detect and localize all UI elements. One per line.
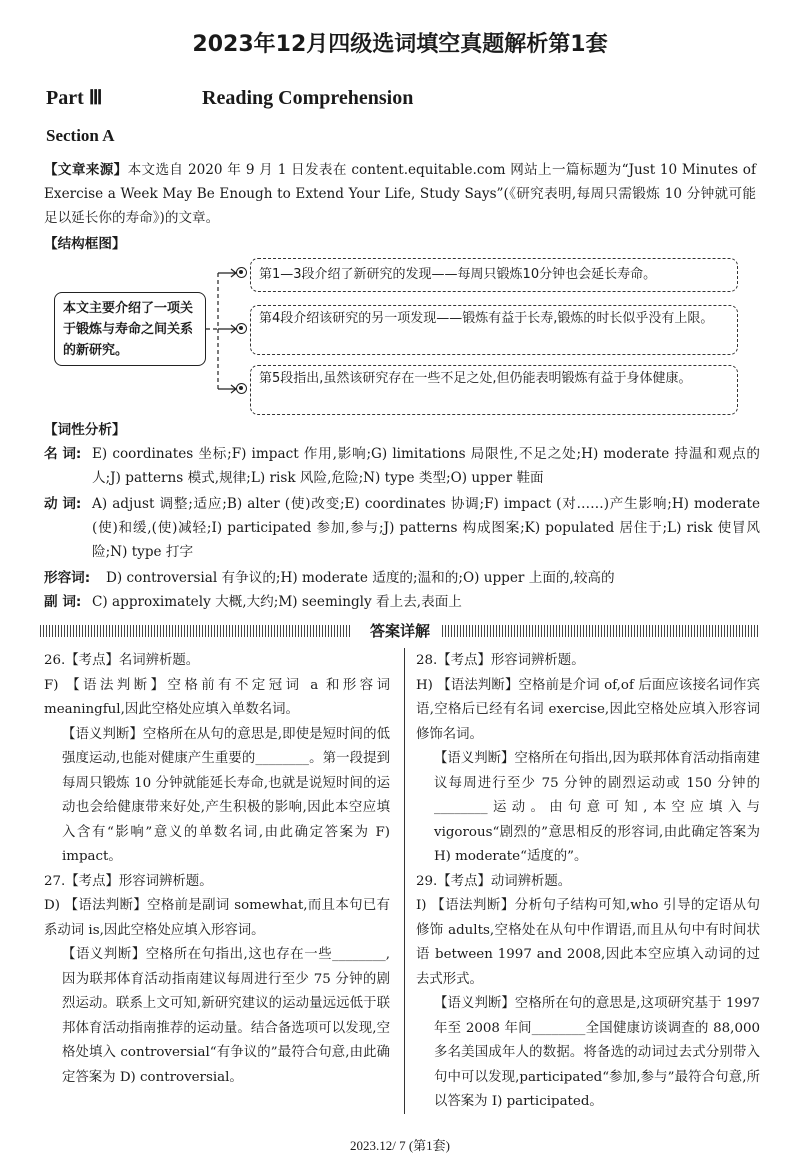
divider-pattern [442, 625, 760, 637]
q28-head: 28.【考点】形容词辨析题。 [416, 653, 585, 668]
q27-head: 27.【考点】形容词辨析题。 [44, 873, 213, 889]
answers-heading: 答案详解 [369, 622, 430, 640]
q28-grammar: H) 【语法判断】空格前是介词 of,of 后面应该接名词作宾语,空格后已经有名词 exercise,因此空格处应填入形容词修饰名词。 [416, 677, 760, 742]
structure-main-box: 本文主要介绍了一项关于锻炼与寿命之间关系的新研究。 [54, 292, 206, 366]
pos-label: 【词性分析】 [44, 422, 126, 438]
pos-adjectives [44, 566, 760, 590]
q29-head: 29.【考点】动词辨析题。 [416, 873, 572, 889]
structure-branch-3: 第5段指出,虽然该研究存在一些不足之处,但仍能表明锻炼有益于身体健康。 [250, 365, 738, 415]
q27-semantic: 【语义判断】空格所在句指出,这也存在一些________,因为联邦体育活动指南建议每周进行至少 75 分钟的剧烈运动。联系上文可知,新研究建议的运动量远远低于联邦体育活动指南推荐的运动量。结合备选项可以发现,空格处填入 controversial“有争议的”最符合句意,由此确定答案为 D) controversial。 [62, 947, 390, 1085]
source-label: 【文章来源】 [44, 162, 128, 178]
structure-branch-2: 第4段介绍该研究的另一项发现——锻炼有益于长寿,锻炼的时长似乎没有上限。 [250, 305, 738, 355]
pos-value: D) controversial 有争议的;H) moderate 适度的;温和的;O) upper 上面的,较高的 [106, 570, 615, 586]
document-title: 2023年12月四级选词填空真题解析第1套 [192, 32, 608, 57]
connector-dot [236, 383, 247, 394]
section-heading: Section A [46, 126, 115, 145]
structure-label: 【结构框图】 [44, 236, 126, 252]
q26-grammar: F) 【语法判断】空格前有不定冠词 a 和形容词 meaningful,因此空格处应填入单数名词。 [44, 677, 390, 717]
q29-grammar: I) 【语法判断】分析句子结构可知,who 引导的定语从句修饰 adults,空格处在从句中作谓语,而且从句中有时间状语 between 1997 and 2008,因此本空应填入动词的过去式形式。 [416, 898, 760, 987]
column-divider [404, 648, 405, 1114]
answers-left-column [44, 649, 390, 1090]
connector-dot [236, 267, 247, 278]
pos-value: E) coordinates 坐标;F) impact 作用,影响;G) limitations 局限性,不足之处;H) moderate 持温和观点的人;J) patterns 模式,规律;L) risk 风险,危险;N) type 类型;O) upper 鞋面 [92, 446, 760, 486]
connector-dot [236, 323, 247, 334]
q26-head: 26.【考点】名词辨析题。 [44, 653, 200, 668]
pos-key: 动 词: [44, 496, 82, 512]
pos-key: 副 词: [44, 594, 82, 610]
q26-semantic: 【语义判断】空格所在从句的意思是,即使是短时间的低强度运动,也能对健康产生重要的________。第一段提到每周只锻炼 10 分钟就能延长寿命,也就是说短时间的运动也会给健康带来好处,产生积极的影响,因此本空应填入含有“影响”意义的单数名词,由此确定答案为 F) impact。 [62, 726, 390, 864]
part-heading: Reading Comprehension [202, 87, 414, 109]
page-footer: 2023.12/ 7 (第1套) [349, 1138, 451, 1153]
divider-pattern [40, 625, 350, 637]
source-text: 本文选自 2020 年 9 月 1 日发表在 content.equitable.com 网站上一篇标题为“Just 10 Minutes of Exercise a Week May Be Enough to Extend Your Life, Study Says”(《研究表明,每周只需锻炼 10 分钟就可能足以延长你的寿命》)的文章。 [44, 162, 756, 226]
q29-semantic: 【语义判断】空格所在句的意思是,这项研究基于 1997 年至 2008 年间________全国健康访谈调查的 88,000 多名美国成年人的数据。将备选的动词过去式分别带入句中可以发现,participated“参加,参与”最符合句意,所以答案为 I) participated。 [434, 996, 760, 1109]
pos-verbs [44, 492, 760, 564]
q28-semantic: 【语义判断】空格所在句指出,因为联邦体育活动指南建议每周进行至少 75 分钟的剧烈运动或 150 分钟的________运动。由句意可知,本空应填入与 vigorous“剧烈的”意思相反的形容词,由此确定答案为 H) moderate“适度的”。 [434, 751, 760, 864]
q27-grammar: D) 【语法判断】空格前是副词 somewhat,而且本句已有系动词 is,因此空格处应填入形容词。 [44, 898, 390, 938]
pos-value: C) approximately 大概,大约;M) seemingly 看上去,表面上 [92, 594, 462, 610]
answers-right-column [416, 649, 760, 1115]
answers-divider [40, 620, 760, 642]
pos-value: A) adjust 调整;适应;B) alter (使)改变;E) coordinates 协调;F) impact (对……)产生影响;H) moderate (使)和缓,(使)减轻;I) participated 参加,参与;J) patterns 构成图案;K) populated 居住于;L) risk 使冒风险;N) type 打字 [92, 496, 760, 560]
pos-key: 形容词: [44, 570, 91, 586]
pos-adverbs [44, 590, 760, 614]
structure-branch-1: 第1—3段介绍了新研究的发现——每周只锻炼10分钟也会延长寿命。 [250, 258, 738, 292]
part-number: Part Ⅲ [46, 87, 103, 109]
pos-key: 名 词: [44, 446, 82, 462]
pos-nouns [44, 442, 760, 490]
